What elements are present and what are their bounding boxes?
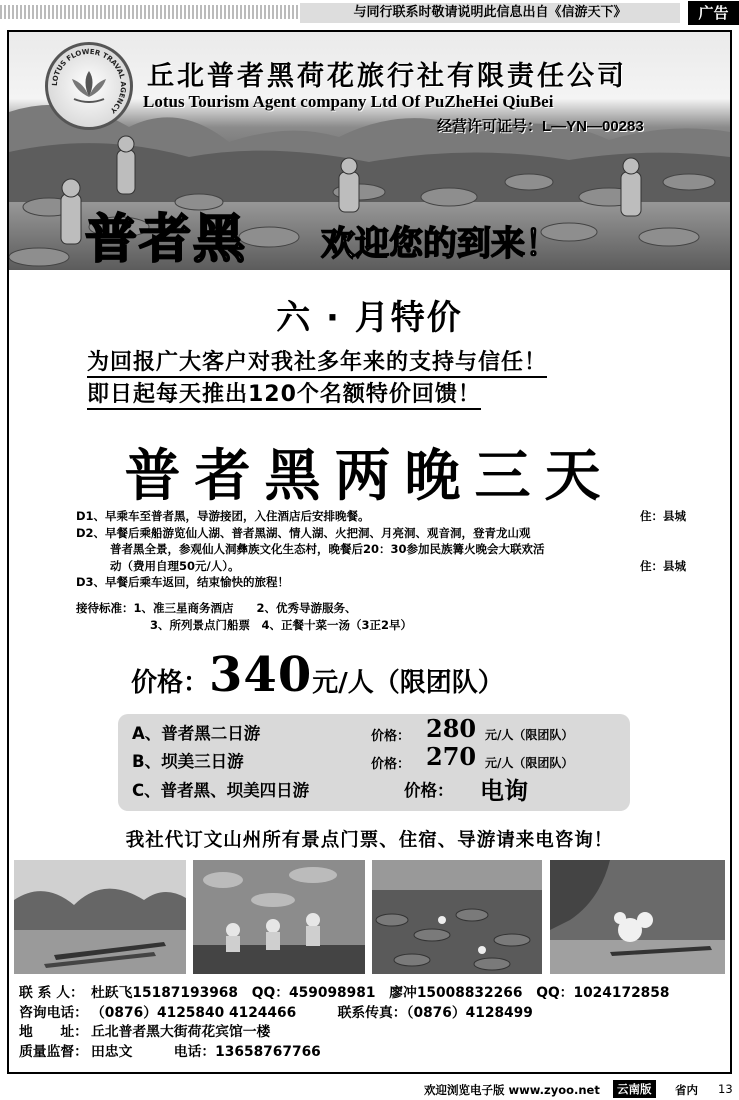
stay-location: 住：县城 (640, 509, 686, 523)
top-bar-stripe (0, 5, 300, 19)
june-special-headline: 六 · 月特价 (276, 298, 463, 338)
promo-line-2: 即日起每天推出120个名额特价回馈！ (87, 382, 481, 410)
stay-location: 住：县城 (640, 558, 686, 573)
banner (9, 32, 730, 270)
footer (0, 1077, 739, 1100)
source-notice: 与同行联系时敬请说明此信息出自《信游天下》 (300, 3, 680, 23)
edition-badge: 云南版 (613, 1080, 656, 1098)
price-unit: 元/人（限团队） (312, 668, 504, 698)
itinerary-row: D2、早餐后乘船游览仙人湖、普者黑湖、情人湖、火把洞、月亮洞、观音洞，登青龙山观 (76, 525, 531, 540)
main-price (131, 647, 504, 703)
option-price-label: 价格： (404, 781, 454, 800)
top-bar (0, 0, 739, 26)
option-price-label: 价格： (371, 757, 411, 772)
welcome-slogan: 欢迎您的到来！ (321, 224, 559, 264)
option-price: 280 (426, 714, 477, 743)
service-standards: 接待标准：1、准三星商务酒店 2、优秀导游服务、 3、所列景点门船票 4、正餐十菜一汤（3正2早） (76, 601, 413, 632)
svg-text:LOTUS FLOWER TRAVAL AGENCY: LOTUS FLOWER TRAVAL AGENCY (50, 47, 128, 115)
tour-title: 普者黑两晚三天 (124, 443, 615, 509)
water-splash-photo (550, 860, 725, 974)
lotus-logo (45, 42, 133, 130)
page-number: 13 (718, 1082, 733, 1096)
ad-label: 广告 (688, 1, 739, 25)
option-price-label: 价格： (371, 729, 411, 744)
quality-supervisor: 田忠文 电话：13658767766 (91, 1043, 321, 1060)
option-name: A、普者黑二日游 (132, 724, 261, 743)
option-price: 电询 (480, 776, 528, 805)
itinerary-row: D1、早乘车至普者黑，导游接团，入住酒店后安排晚餐。 住：县城 (76, 509, 686, 523)
company-name-en: Lotus Tourism Agent company Ltd Of PuZheHei QiuBei (143, 92, 554, 111)
advertisement-frame: LOTUS FLOWER TRAVAL AGENCY 丘北普者黑荷花旅行社有限责任公司 Lotus Tourism Agent company Ltd Of PuZheHei QiuBei 经营许可证号：L—YN—00283 普者黑 欢迎您的到来！ 六 · 月特价 为回报广大客户对我社多年来的支持与信任！ 即日起每天推出120个名额特价回馈！ 普者黑两晚三天 D1、早乘车至普者黑，导游接团，入住酒店后安排晚餐。 住：县城 D2、早餐后乘船游览仙人湖、普者黑湖、情人湖、火把洞、月亮洞、观音洞，登青龙山观 普者黑全景，参观仙人洞彝族文化生态村，晚餐后20：30参加民族篝火晚会大联欢活 动（费用自理50元/人）。 住：县城 D3、早餐后乘车返回，结束愉快的旅程！ 接待标准：1、准三星商务酒店 2、优秀导游服务、 3、所列景点门船票 4、正餐十菜一汤（3正2早） 价格：340元/人（限团队） A、普者黑二日游 价格： 280 元/人（限团队） B、坝美三日游 价格： 270 元/人（限团队） C、普者黑、坝美四日游 价格： 电询 我社代订文山州所有景点门票、住宿、导游请来电咨询！ 联 系 人： 杜跃飞15187193968 QQ：459098981 廖冲15008832266 QQ：1024172858 咨询电话： （0876）4125840 4124466 联系传真：（0876）4128499 地 址： 丘北普者黑大街荷花宾馆一楼 质量监督： 田忠文 电话：13658767766 (7, 30, 732, 1074)
contact-persons: 杜跃飞15187193968 QQ：459098981 廖冲15008832266 QQ：1024172858 (91, 985, 670, 1001)
region-label: 省内 (675, 1083, 698, 1097)
option-price-unit: 元/人（限团队） (485, 728, 574, 742)
option-price: 270 (426, 742, 477, 771)
option-name: B、坝美三日游 (132, 752, 244, 771)
price-label: 价格： (131, 668, 210, 698)
itinerary-row: 普者黑全景，参观仙人洞彝族文化生态村，晚餐后20：30参加民族篝火晚会大联欢活 (110, 542, 545, 556)
option-name: C、普者黑、坝美四日游 (132, 781, 310, 800)
itinerary-row: D3、早餐后乘车返回，结束愉快的旅程！ (76, 575, 290, 589)
lotus-pond-photo (372, 860, 542, 974)
lake-boats-photo (14, 860, 186, 974)
price-value: 340 (209, 647, 313, 703)
website-note: 欢迎浏览电子版 www.zyoo.net (424, 1083, 600, 1097)
company-name-cn: 丘北普者黑荷花旅行社有限责任公司 (147, 61, 627, 92)
lotus-flower-icon (68, 67, 110, 103)
villagers-boat-photo (193, 860, 365, 974)
itinerary-row: 动（费用自理50元/人）。 住：县城 (110, 558, 686, 573)
address: 丘北普者黑大街荷花宾馆一楼 (91, 1024, 271, 1040)
license-number: 经营许可证号：L—YN—00283 (437, 118, 644, 135)
promo-line-1: 为回报广大客户对我社多年来的支持与信任！ (87, 350, 547, 378)
tour-options-panel (118, 714, 630, 811)
phone-numbers: （0876）4125840 4124466 联系传真：（0876）4128499 (91, 1004, 533, 1021)
itinerary (76, 508, 686, 591)
option-price-unit: 元/人（限团队） (485, 756, 574, 770)
agency-note: 我社代订文山州所有景点门票、住宿、导游请来电咨询！ (125, 830, 614, 851)
welcome-place-name: 普者黑 (85, 209, 248, 270)
